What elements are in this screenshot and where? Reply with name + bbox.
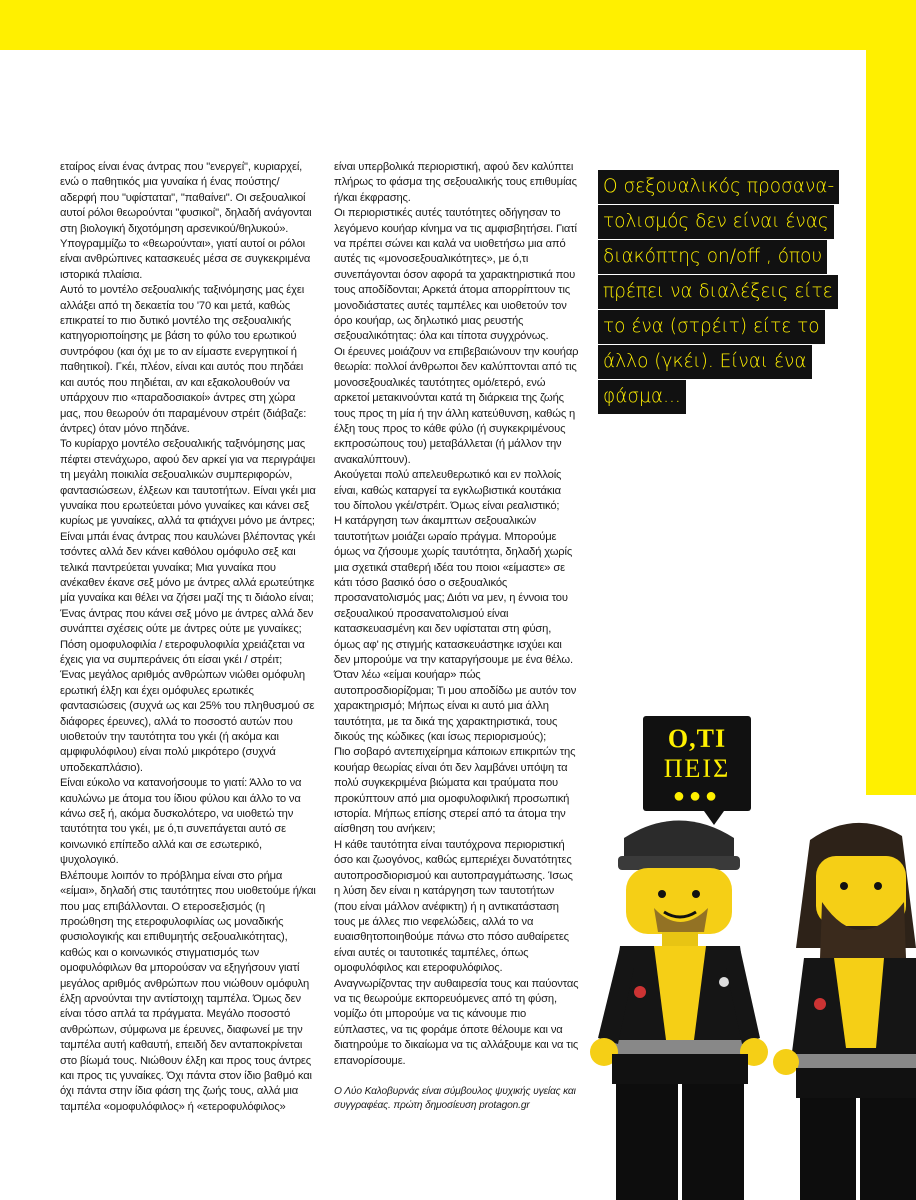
paragraph: Αυτό το μοντέλο σεξουαλικής ταξινόμησης μας έχει αλλάξει από τη δεκαετία του '70 και μετά, καθώς επικρατεί το πιο δυτικό μοντέλο της σεξουαλικής κατηγοριοποίησης με βάση το φύλο του ερωτικού συντρόφου (και όχι με το αν είμαστε ενεργητικοί ή παθητικοί). Γκέι, πλέον, είναι και αυτός που πηδάει και αυτός που πηδιέται, αν και εξακολουθούν να υπάρχουν πιο «παραδοσιακοί» άντρες στη χώρα μας, που θεωρούν ότι παραμένουν στρέιτ (διάβαζε: άντρες) όταν μόνο πηδάνε. — [60, 284, 307, 435]
paragraph: εταίρος είναι ένας άντρας που "ενεργεί", κυριαρχεί, ενώ ο παθητικός μια γυναίκα ή ένας πούστης/αδερφή που "υφίσταται", "παθαίνει". Οι σεξουαλικοί αυτοί ρόλοι θεωρούνται "φυσικοί", δηλαδή ανάγονται στη βιολογική διχοτόμηση αρσενικού/θηλυκού». Υπογραμμίζω το «θεωρούνται», γιατί αυτοί οι ρόλοι είναι ανθρώπινες κατασκευές μέσα σε συγκεκριμένα ιστορικά πλαίσια. — [60, 161, 312, 281]
paragraph: Το κυρίαρχο μοντέλο σεξουαλικής ταξινόμησης μας πέφτει στενάχωρο, αφού δεν αρκεί για να περιγράψει τη μεγάλη ποικιλία σεξουαλικών συμπεριφορών, φαντασιώσεων, έλξεων και ταυτοτήτων. Είναι γκέι μια γυναίκα που ερωτεύεται μόνο γυναίκες και κάνει σεξ κυρίως με γυναίκες, αλλά τα φτιάχνει μόνο με άντρες; Είναι μπάι ένας άντρας που καυλώνει βλέποντας γκέι τσόντες αλλά δεν κάνει καθόλου ομόφυλο σεξ και τελικά παντρεύεται γυναίκα; Μια γυναίκα που ανέκαθεν έκανε σεξ μόνο με άντρες αλλά ερωτεύτηκε μία γυναίκα και θέλει να ζήσει μαζί της τι διάολο είναι; Ένας άντρας που κάνει σεξ μόνο με άντρες αλλά δεν συνάπτει σχέσεις ούτε με άντρες ούτε με γυναίκες; Πόση ομοφυλοφιλία / ετεροφυλοφιλία χρειάζεται να έχεις για να συμπεράνεις ότι είσαι γκέι / στρέιτ; — [60, 438, 316, 666]
paragraph: Πιο σοβαρό αντεπιχείρημα κάποιων επικριτών της κουήαρ θεωρίας είναι ότι δεν λαμβάνει υπόψη τα πολύ συγκεκριμένα βιώματα και τραύματα που προκύπτουν από μια ομοφυλοφιλική προσωπική ιστορία. Μήπως επίσης στερεί από τα άτομα την αίσθηση του ανήκειν; — [334, 746, 576, 836]
pull-quote-line: διακόπτης on/off , όπου — [598, 240, 827, 274]
paragraph: Οι περιοριστικές αυτές ταυτότητες οδήγησαν το λεγόμενο κουήαρ κίνημα να τις αμφισβητήσει. Γιατί να πρέπει σώνει και καλά να υιοθετήσω μια από αυτές τις «μονοσεξουαλικότητες», με ό,τι συνεπάγονται όσον αφορά τα χαρακτηριστικά που τους αποδίδονται; Αρκετά άτομα απορρίπτουν τις μονοδιάστατες αυτές ταμπέλες και υιοθετούν τον όρο κουήαρ, ως δηλωτικό μιας ρευστής σεξουαλικότητας: όλα και τίποτα συγχρόνως. — [334, 207, 577, 343]
article-column-2 — [334, 160, 580, 1113]
pull-quote-line: φάσμα... — [598, 380, 686, 414]
left-minifigure — [590, 821, 768, 1200]
article-column-1 — [60, 160, 316, 1115]
pull-quote-line: Ο σεξουαλικός προσανα- — [598, 170, 839, 204]
right-minifigure — [773, 823, 916, 1200]
pull-quote-line: τολισμός δεν είναι ένας — [598, 205, 834, 239]
paragraph: Οι έρευνες μοιάζουν να επιβεβαιώνουν την κουήαρ θεωρία: πολλοί άνθρωποι δεν καλύπτονται από τις μονοσεξουαλικές ταυτότητες ομό/ετερό, ενώ αρκετοί μετακινούνται κατά τη διάρκεια της ζωής τους προς τη μία ή την άλλη κατεύθυνση, καθώς η έλξη τους προς το κάθε φύλο (ή συγκεκριμένους εκπροσώπους του) μεταβάλλεται (ή μάλλον την ανακαλύπτουν). — [334, 345, 579, 466]
paragraph: Η κατάργηση των άκαμπτων σεξουαλικών ταυτοτήτων μοιάζει ωραίο πράγμα. Μπορούμε όμως να ζήσουμε χωρίς ταυτότητα, δηλαδή χωρίς μια σχετικά σταθερή ιδέα του ποιοι «είμαστε» σε κάτι τόσο βασικό όσο ο σεξουαλικός προσανατολισμός μας; Διότι να μεν, η έννοια του σεξουαλικού προσανατολισμού είναι κατασκευασμένη και δεν υφίσταται στη φύση, όμως αφ' ης στιγμής κατασκευάστηκε ισχύει και δεν μπορούμε να την καταργήσουμε με ένα θέλω. — [334, 515, 573, 666]
paragraph: Ακούγεται πολύ απελευθερωτικό και εν πολλοίς είναι, καθώς καταργεί τα εγκλωβιστικά κουτάκια του δίπολου γκέι/στρέιτ. Όμως είναι ρεαλιστικό; — [334, 469, 562, 512]
paragraph: Ένας μεγάλος αριθμός ανθρώπων νιώθει ομόφυλη ερωτική έλξη και έχει ομόφυλες ερωτικές φαντασιώσεις (συχνά ως και 25% του πληθυσμού σε διάφορες έρευνες), αλλά το ποσοστό αυτών που υιοθετούν την ταυτότητα του γκέι (ή ακόμα και αμφιφυλόφιλου) είναι πολύ μικρότερο (συχνά υποδεκαπλάσιο). — [60, 669, 315, 774]
paragraph: Η κάθε ταυτότητα είναι ταυτόχρονα περιοριστική όσο και ζωογόνος, καθώς εμπεριέχει δυνατότητες αυτοπροσδιορισμού και αυτοπραγμάτωσης. Ίσως η λύση δεν είναι η κατάργηση των ταυτοτήτων (που είναι μάλλον ανέφικτη) ή η αντικατάσταση τους με άλλες πιο νεφελώδεις, αλλά το να ευαισθητοποιηθούμε πάνω στο πόσο αυθαίρετες είναι αυτές οι ταυτοτικές ταμπέλες, όπως ομοφυλόφιλος και ετεροφυλόφιλος. — [334, 838, 573, 975]
paragraph: Είναι εύκολο να κατανοήσουμε το γιατί: Άλλο το να καυλώνω με άτομα του ίδιου φύλου και άλλο το να κάνω σεξ ή, ακόμα δυσκολότερο, να υιοθετώ την ταυτότητα του γκέι, με ό,τι συνεπάγεται αυτό σε κοινωνικό επίπεδο αλλά και σε εσωτερικό, ψυχολογικό. — [60, 777, 302, 867]
right-yellow-band — [866, 0, 916, 795]
lego-minifigure-icon — [584, 808, 916, 1200]
top-yellow-band — [0, 0, 916, 50]
badge-subtitle: ΠΕΙΣ — [663, 754, 731, 783]
ellipsis-dots-icon: ●●● — [672, 785, 722, 807]
pull-quote — [598, 170, 835, 415]
paragraph: Αναγνωρίζοντας την αυθαιρεσία τους και παύοντας να τις θεωρούμε εκπορευόμενες από τη φύση, νομίζω ότι μπορούμε να τις κάνουμε πιο εύπλαστες, να τις φοράμε όποτε θέλουμε και να διατηρούμε το δικαίωμα να τις αλλάξουμε και να τις επανορίσουμε. — [334, 977, 579, 1067]
paragraph: Βλέπουμε λοιπόν το πρόβλημα είναι στο ρήμα «είμαι», δηλαδή στις ταυτότητες που υιοθετούμε ή/και που μας επιβάλλονται. Ο ετεροσεξισμός (η προώθηση της ετεροφυλοφιλίας ως μοναδικής φυσιολογικής και επιθυμητής σεξουαλικότητας), καθώς και ο κοινωνικός στιγματισμός των ομοφυλόφιλων θα μπορούσαν να εξηγήσουν γιατί μεγάλος αριθμός ανθρώπων που νιώθουν ομόφυλη έλξη αρνούνται την αντίστοιχη ταμπέλα. Όμως δεν είναι τόσο απλά τα πράγματα. Μεγάλο ποσοστό ανθρώπων, σύμφωνα με έρευνες, διαφωνεί με την ταμπέλα αυτή καθαυτή, επειδή δεν ανταποκρίνεται στο βίωμά τους. Νιώθουν έλξη και προς τους άντρες και προς τις γυναίκες. Όχι πάντα στον ίδιο βαθμό και όχι πάντα στην ίδια φάση της ζωής τους, αλλά μια ταμπέλα «ομοφυλόφιλος» ή «ετεροφυλόφιλος» — [60, 869, 316, 1113]
badge-title: Ο,ΤΙ — [667, 724, 727, 753]
pull-quote-line: πρέπει να διαλέξεις είτε — [598, 275, 838, 309]
author-caption: Ο Λύο Καλοβυρνάς είναι σύμβουλος ψυχικής υγείας και συγγραφέας. πρώτη δημοσίευση protagon.gr — [334, 1085, 576, 1111]
pull-quote-line: άλλο (γκέι). Είναι ένα — [598, 345, 812, 379]
paragraph: είναι υπερβολικά περιοριστική, αφού δεν καλύπτει πλήρως το φάσμα της σεξουαλικής τους επιθυμίας ή/και έκφρασης. — [334, 161, 577, 204]
pull-quote-line: το ένα (στρέιτ) είτε το — [598, 310, 825, 344]
speech-bubble-badge — [643, 716, 751, 811]
paragraph: Όταν λέω «είμαι κουήαρ» πώς αυτοπροσδιορίζομαι; Τι μου αποδίδω με αυτόν τον χαρακτηρισμό; Μήπως είναι κι αυτό μια άλλη ταυτότητα, με τα δικά της χαρακτηριστικά, τους δικούς της κώδικες (και ίσως περιορισμούς); — [334, 669, 577, 744]
